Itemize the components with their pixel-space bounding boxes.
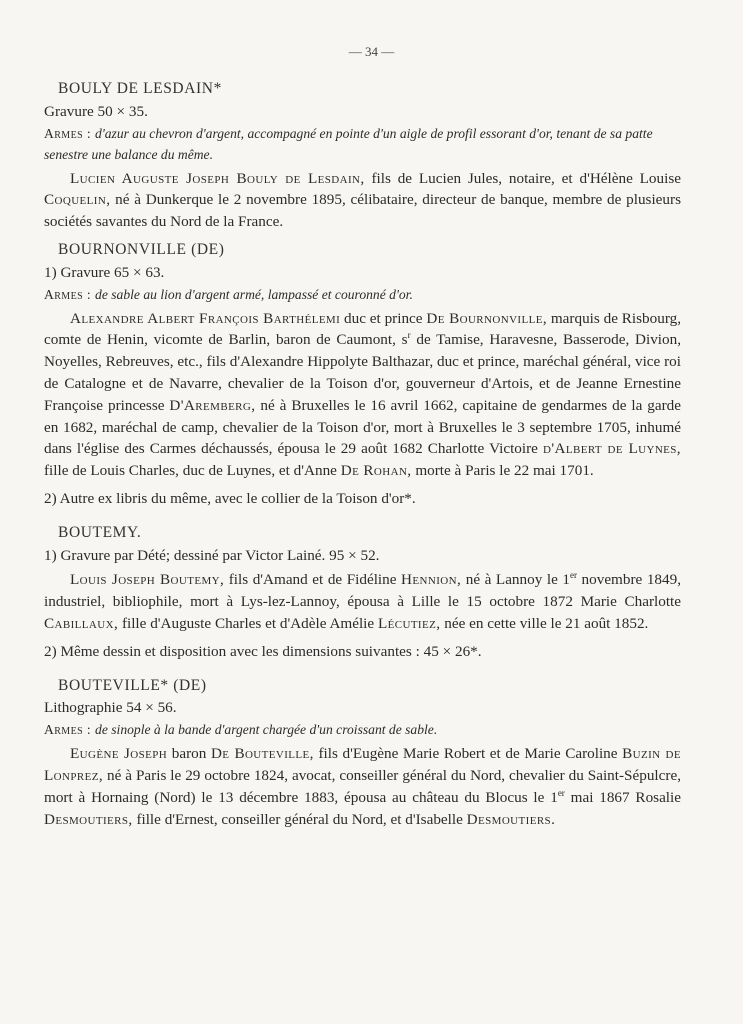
bio-text: morte à Paris le 22 mai 1701.	[411, 462, 594, 480]
bio-text: fille de Louis Charles, duc de Luynes, et d'Anne	[44, 462, 341, 480]
family-name: Cabillaux,	[44, 614, 119, 632]
entry-heading: BOUTEVILLE* (DE)	[58, 676, 207, 694]
bio-text: marquis de Risbourg, comte de Henin, vicomte de Barlin, baron de Caumont, s	[44, 309, 682, 349]
bio-text: de Tamise, Haravesne, Basserode, Divion, Noyelles, Rebreuves, etc., fils d'Alexandre Hippolyte Balthazar, duc et prince, maréchal général, vice roi de Catalogne et de Navarre, chevalier de la Toison d'or, gouverneur d'Artois, et de Jeanne Ernestine Françoise princesse	[44, 331, 681, 414]
entry-bouteville	[38, 675, 681, 831]
bio-text: fille d'Ernest, conseiller général du Nord, et d'Isabelle	[132, 810, 467, 828]
entry-heading: BOUTEMY.	[58, 523, 142, 541]
entry-bouly	[38, 78, 681, 233]
entry-boutemy	[38, 522, 681, 663]
bio-text: fils d'Eugène Marie Robert et de Marie Caroline	[313, 745, 623, 763]
bio-text: fils d'Amand et de Fidéline	[224, 571, 402, 589]
biography	[44, 743, 681, 830]
family-name: Buzin de Lonprez,	[44, 745, 682, 784]
bio-text: fils de Lucien Jules, notaire, et d'Hélène Louise	[364, 169, 681, 187]
family-name: Hennion,	[401, 571, 462, 589]
person-name: Louis Joseph Boutemy,	[70, 571, 225, 589]
biography	[44, 168, 681, 233]
bio-text: né à Bruxelles le 16 avril 1662, capitaine de gendarmes de la garde en 1682, maréchal de camp, chevalier de la Toison d'or, mort à Bruxelles le 3 septembre 1705, inhumé dans l'église des Carmes déchaussés, épousa le 29 août 1682 Charlotte Victoire	[44, 396, 681, 458]
entry-bournonville	[38, 239, 681, 510]
second-ex-libris: 2) Même dessin et disposition avec les dimensions suivantes : 45 × 26*.	[44, 642, 482, 660]
person-name: Lucien Auguste Joseph Bouly de Lesdain,	[70, 169, 365, 187]
superscript: r	[407, 330, 411, 341]
arms-text: de sinople à la bande d'argent chargée d'un croissant de sable.	[95, 722, 438, 738]
bio-text: baron	[167, 745, 211, 763]
bio-text: né à Dunkerque le 2 novembre 1895, célibataire, directeur de banque, membre de plusieurs sociétés savantes du Nord de la France.	[44, 191, 681, 231]
superscript: er	[557, 787, 565, 798]
family-name: Desmoutiers,	[44, 810, 133, 828]
arms-label: Armes :	[44, 722, 92, 738]
arms-description	[44, 719, 681, 740]
person-name: Alexandre Albert François Barthélemi	[70, 309, 341, 327]
superscript: er	[569, 570, 577, 581]
engraving-info: 1) Gravure 65 × 63.	[44, 263, 165, 281]
entry-heading: BOULY DE LESDAIN*	[58, 80, 222, 97]
bio-text: né à Lannoy le 1	[461, 571, 570, 589]
bio-text: né à Paris le 29 octobre 1824, avocat, conseiller général du Nord, chevalier du Saint-Sépulcre, mort à Hornaing (Nord) le 13 décembre 1883, épousa au château du Blocus le 1	[44, 766, 681, 806]
family-name: Lécutiez,	[377, 614, 441, 632]
engraving-info: Gravure 50 × 35.	[44, 102, 148, 120]
bio-text: mai 1867 Rosalie	[564, 788, 681, 806]
bio-text: duc et prince	[340, 309, 427, 327]
person-name: Eugène Joseph	[70, 745, 168, 763]
arms-description	[44, 123, 681, 165]
bio-text: novembre 1849, industriel, bibliophile, mort à Lys-lez-Lannoy, épousa à Lille le 15 octobre 1872 Marie Charlotte	[44, 571, 681, 611]
bio-text: née en cette ville le 21 août 1852.	[440, 614, 649, 632]
second-ex-libris: 2) Autre ex libris du même, avec le collier de la Toison d'or*.	[44, 489, 416, 507]
bio-text: fille d'Auguste Charles et d'Adèle Amélie	[118, 614, 378, 632]
biography	[44, 569, 681, 634]
family-name: De Bouteville,	[210, 745, 314, 763]
engraving-info: Lithographie 54 × 56.	[44, 699, 177, 717]
family-name: Coquelin,	[44, 191, 111, 209]
biography	[44, 308, 681, 482]
arms-description	[44, 284, 681, 305]
page-body	[38, 78, 681, 836]
family-name: d'Albert de Luynes,	[543, 440, 681, 458]
family-name: D'Aremberg,	[169, 396, 256, 414]
page-number: — 34 —	[348, 44, 395, 59]
entry-heading: BOURNONVILLE (DE)	[58, 240, 225, 258]
arms-text: d'azur au chevron d'argent, accompagné en pointe d'un aigle de profil essorant d'or, tenant de sa patte senestre une balance du même.	[44, 125, 653, 162]
arms-text: de sable au lion d'argent armé, lampassé et couronné d'or.	[95, 286, 413, 302]
family-name: Desmoutiers.	[466, 810, 556, 828]
family-name: De Bournonville,	[426, 309, 548, 327]
engraving-info: 1) Gravure par Dété; dessiné par Victor Lainé. 95 × 52.	[44, 546, 380, 564]
arms-label: Armes :	[44, 125, 92, 141]
arms-label: Armes :	[44, 286, 92, 302]
family-name: De Rohan,	[340, 462, 412, 480]
